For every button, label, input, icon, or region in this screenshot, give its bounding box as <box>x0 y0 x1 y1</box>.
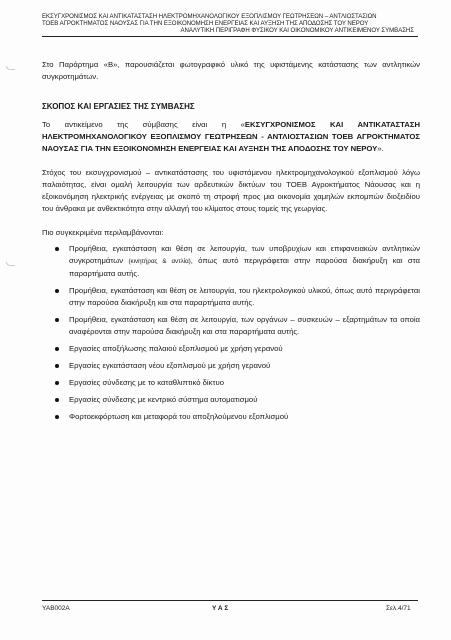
header-line-2: ΤΟΕΒ ΑΓΡΟΚΤΗΜΑΤΟΣ ΝΑΟΥΣΑΣ ΓΙΑ ΤΗΝ ΕΞΟΙΚΟΝΟΜΗΣΗ ΕΝΕΡΓΕΙΑΣ ΚΑΙ ΑΥΞΗΣΗ ΤΗΣ ΑΠΟΔΟΣΗΣ ΤΟΥ ΝΕΡΟΥ <box>42 20 369 28</box>
list-item: Εργασίες αποξήλωσης παλαιού εξοπλισμού με χρήση γερανού <box>42 343 420 355</box>
bullet-icon <box>55 318 59 322</box>
work-list <box>42 243 420 423</box>
page-number: Σελ.4/71 <box>386 605 411 612</box>
list-item: Εργασίες σύνδεσης με κεντρικό σύστημα αυτοματισμού <box>42 394 420 406</box>
list-item: Προμήθεια, εγκατάσταση και θέση σε λειτουργία, του ηλεκτρολογικού υλικού, όπως αυτό περιγράφεται στην παρούσα διακήρυξη και στα παραρτήματα αυτής. <box>42 285 420 309</box>
document-header <box>42 13 414 35</box>
list-intro: Πιο συγκεκριμένα περιλαμβάνονται: <box>42 228 164 237</box>
object-paragraph <box>42 119 420 155</box>
section-title: ΣΚΟΠΟΣ ΚΑΙ ΕΡΓΑΣΙΕΣ ΤΗΣ ΣΥΜΒΑΣΗΣ <box>42 102 195 111</box>
bullet-icon <box>55 347 59 351</box>
bullet-icon <box>55 289 59 293</box>
list-item: Προμήθεια, εγκατάσταση και θέση σε λειτουργία, των υποβρυχίων και επιφανειακών αντλητικών συγκροτημάτων (κινητήρας & αντλία), όπως αυτό περιγράφεται στην παρούσα διακήρυξη και στα παραρτήματα αυτής. <box>42 243 420 280</box>
header-line-3: ΑΝΑΛΥΤΙΚΗ ΠΕΡΙΓΡΑΦΗ ΦΥΣΙΚΟΥ ΚΑΙ ΟΙΚΟΝΟΜΙΚΟΥ ΑΝΤΙΚΕΙΜΕΝΟΥ ΣΥΜΒΑΣΗΣ <box>180 27 414 35</box>
footer-center: Υ Α Σ <box>212 605 229 612</box>
footer-rule <box>42 600 418 601</box>
punch-mark <box>6 66 15 70</box>
punch-mark <box>6 262 15 266</box>
object-prefix: Το αντικείμενο της σύμβασης είναι η « <box>42 120 245 129</box>
goal-paragraph: Στόχος του εκσυγχρονισμού – αντικατάστασης του υφιστάμενου ηλεκτρομηχανολογικού εξοπλισμού λόγω παλαιότητας, είναι ομαλή λειτουργία των αρδευτικών δικτύων του ΤΟΕΒ Αγροκτήματος Νάουσας και η εξοικονόμηση ηλεκτρικής ενέργειας με σκοπό τη στροφή προς μια οικονομία χαμηλών εκπομπών διοξειδίου του άνθρακα με ανθεκτικότητα στην αλλαγή του κλίματος στους τομείς της γεωργίας. <box>42 168 420 213</box>
intro-paragraph: Στο Παράρτημα «Β», παρουσιάζεται φωτογραφικό υλικό της υφιστάμενης κατάστασης των αντλητικών συγκροτημάτων. <box>42 60 420 81</box>
bullet-icon <box>55 398 59 402</box>
header-rule <box>42 36 418 37</box>
object-title: ΕΚΣΥΓΧΡΟΝΙΣΜΟΣ ΚΑΙ ΑΝΤΙΚΑΤΑΣΤΑΣΗ ΗΛΕΚΤΡΟΜΗΧΑΝΟΛΟΓΙΚΟΥ ΕΞΟΠΛΙΣΜΟΥ ΓΕΩΤΡΗΣΕΩΝ - ΑΝΤΛΙΟΣΤΑΣΙΩΝ ΤΟΕΒ ΑΓΡΟΚΤΗΜΑΤΟΣ ΝΑΟΥΣΑΣ ΓΙΑ ΤΗΝ ΕΞΟΙΚΟΝΟΜΗΣΗ ΕΝΕΡΓΕΙΑΣ ΚΑΙ ΑΥΞΗΣΗ ΤΗΣ ΑΠΟΔΟΣΗΣ ΤΟΥ ΝΕΡΟΥ <box>42 120 420 153</box>
list-item: Εργασίες εγκατάσταση νέου εξοπλισμού με χρήση γερανού <box>42 360 420 372</box>
header-line-1: ΕΚΣΥΓΧΡΟΝΙΣΜΟΣ ΚΑΙ ΑΝΤΙΚΑΤΑΣΤΑΣΗ ΗΛΕΚΤΡΟΜΗΧΑΝΟΛΟΓΙΚΟΥ ΕΞΟΠΛΙΣΜΟΥ ΓΕΩΤΡΗΣΕΩΝ – ΑΝΤΛΙΟΣΤΑΣΙΩΝ <box>42 13 377 20</box>
bullet-icon <box>55 364 59 368</box>
document-body <box>42 59 420 428</box>
list-item: Προμήθεια, εγκατάσταση και θέση σε λειτουργία, των οργάνων – συσκευών – εξαρτημάτων τα οποία αναφέρονται στην παρούσα διακήρυξη και στα παραρτήματα αυτής. <box>42 314 420 338</box>
bullet-icon <box>55 415 59 419</box>
bullet-icon <box>55 381 59 385</box>
bullet-icon <box>55 247 59 251</box>
list-item: Εργασίες σύνδεσης με το καταθλιπτικό δίκτυο <box>42 377 420 389</box>
object-suffix: ». <box>377 144 384 153</box>
footer-code: YAB002A <box>42 605 70 612</box>
list-item: Φορτοεκφόρτωση και μεταφορά του αποξηλούμενου εξοπλισμού <box>42 411 420 423</box>
